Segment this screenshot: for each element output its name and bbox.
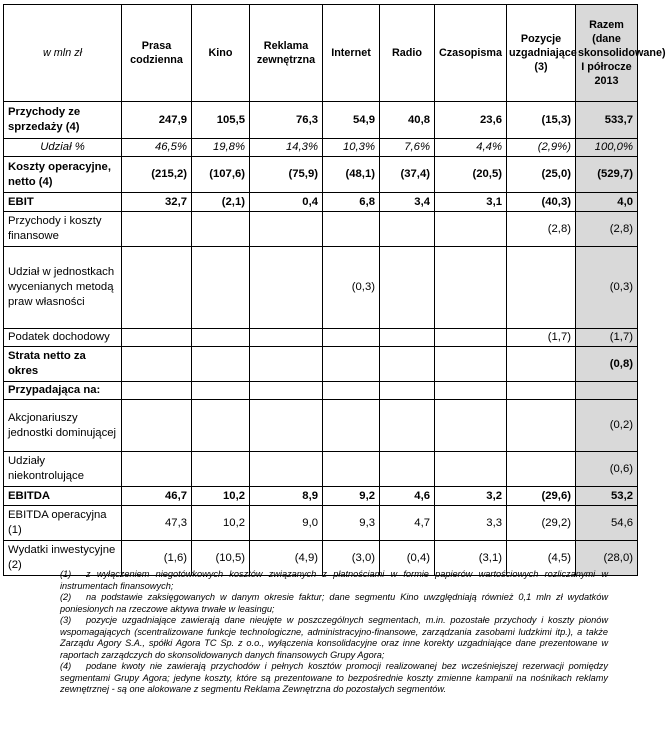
cell: [250, 400, 323, 452]
cell-total: (0,8): [576, 347, 638, 382]
cell: 76,3: [250, 102, 323, 139]
cell: 10,2: [192, 506, 250, 541]
cell: 3,4: [380, 193, 435, 212]
col-header: Pozycje uzgadniające (3): [507, 5, 576, 102]
cell: [435, 382, 507, 400]
footnote-text: na podstawie zaksięgowanych w danym okresie faktur; dane segmentu Kino uwzględniają również 0,1 mln zł wydatków poniesionych na rzeczowe aktywa trwałe w leasingu;: [60, 592, 608, 614]
cell: 19,8%: [192, 139, 250, 157]
cell: 4,6: [380, 487, 435, 506]
cell: 3,2: [435, 487, 507, 506]
col-header-total: Razem (dane skonsolidowane) I półrocze 2013: [576, 5, 638, 102]
row-label: Przychody i koszty finansowe: [4, 212, 122, 247]
cell: [507, 400, 576, 452]
cell: 47,3: [122, 506, 192, 541]
row-label: Udziały niekontrolujące: [4, 452, 122, 487]
cell: (0,4): [380, 541, 435, 576]
cell: [323, 347, 380, 382]
cell: [250, 347, 323, 382]
cell: (25,0): [507, 157, 576, 193]
cell-total: (529,7): [576, 157, 638, 193]
cell: [507, 382, 576, 400]
table-row: [4, 400, 638, 452]
footnote: [60, 592, 608, 615]
footnote-number: (3): [60, 615, 72, 625]
cell: 23,6: [435, 102, 507, 139]
footnotes: [60, 569, 608, 696]
footnote-text: podane kwoty nie zawierają przychodów i pełnych kosztów promocji realizowanej bez wcześniejszej rezerwacji pomiędzy segmentami Grupy Agora; jedyne koszty, które są prezentowane to bezpośrednie koszty zmienne kampanii na nośnikach reklamy zewnętrznej - są one alokowane z segmentu Reklama Zewnętrzna do pozostałych segmentów.: [60, 661, 608, 694]
cell-total: 54,6: [576, 506, 638, 541]
cell: [435, 452, 507, 487]
cell: [323, 329, 380, 347]
cell: (10,5): [192, 541, 250, 576]
cell: 32,7: [122, 193, 192, 212]
cell: [250, 452, 323, 487]
row-label: Akcjonariuszy jednostki dominującej: [4, 400, 122, 452]
cell: (2,1): [192, 193, 250, 212]
cell: [380, 452, 435, 487]
cell: [435, 247, 507, 329]
cell: 0,4: [250, 193, 323, 212]
row-label: Wydatki inwestycyjne (2): [4, 541, 122, 576]
cell: 105,5: [192, 102, 250, 139]
cell: (40,3): [507, 193, 576, 212]
cell: (2,9%): [507, 139, 576, 157]
cell: [323, 382, 380, 400]
cell: (0,3): [323, 247, 380, 329]
cell: [122, 329, 192, 347]
cell: [192, 400, 250, 452]
cell-total: (0,2): [576, 400, 638, 452]
cell: (75,9): [250, 157, 323, 193]
cell: [380, 382, 435, 400]
cell: (4,9): [250, 541, 323, 576]
col-header: Prasa codzienna: [122, 5, 192, 102]
table-row: [4, 329, 638, 347]
cell: 54,9: [323, 102, 380, 139]
cell: (1,7): [507, 329, 576, 347]
table-row: [4, 139, 638, 157]
cell: [250, 329, 323, 347]
cell-total: (0,3): [576, 247, 638, 329]
cell: (15,3): [507, 102, 576, 139]
cell-total: 533,7: [576, 102, 638, 139]
cell-total: [576, 382, 638, 400]
table-row: [4, 506, 638, 541]
cell: (29,6): [507, 487, 576, 506]
footnote: [60, 615, 608, 661]
cell: 3,3: [435, 506, 507, 541]
row-label: Przypadająca na:: [4, 382, 122, 400]
cell-total: (28,0): [576, 541, 638, 576]
row-label: EBIT: [4, 193, 122, 212]
cell: [435, 212, 507, 247]
cell: [323, 212, 380, 247]
cell: (48,1): [323, 157, 380, 193]
cell: [507, 452, 576, 487]
cell: [323, 400, 380, 452]
table-row: [4, 452, 638, 487]
cell-total: 53,2: [576, 487, 638, 506]
cell: [192, 452, 250, 487]
table-row: [4, 212, 638, 247]
row-label: Strata netto za okres: [4, 347, 122, 382]
cell-total: (0,6): [576, 452, 638, 487]
cell-total: (1,7): [576, 329, 638, 347]
cell: (37,4): [380, 157, 435, 193]
table-row: [4, 102, 638, 139]
table-row: [4, 347, 638, 382]
cell: [250, 247, 323, 329]
footnote-number: (1): [60, 569, 72, 579]
cell: [507, 247, 576, 329]
cell: (3,0): [323, 541, 380, 576]
cell: 247,9: [122, 102, 192, 139]
cell: 10,3%: [323, 139, 380, 157]
cell: (4,5): [507, 541, 576, 576]
cell-total: 100,0%: [576, 139, 638, 157]
table-row: [4, 247, 638, 329]
cell: 46,7: [122, 487, 192, 506]
cell: [435, 329, 507, 347]
footnote-text: z wyłączeniem niegotówkowych kosztów związanych z płatnościami w formie papierów wartościowych rozliczanymi w instrumentach finansowych;: [60, 569, 608, 591]
cell: [323, 452, 380, 487]
cell: (215,2): [122, 157, 192, 193]
row-label: Udział w jednostkach wycenianych metodą praw własności: [4, 247, 122, 329]
cell: (29,2): [507, 506, 576, 541]
cell: [250, 212, 323, 247]
cell: 40,8: [380, 102, 435, 139]
cell: [122, 452, 192, 487]
table-row: [4, 157, 638, 193]
cell: [380, 347, 435, 382]
cell: 9,0: [250, 506, 323, 541]
cell: [380, 400, 435, 452]
footnote-number: (2): [60, 592, 72, 602]
cell: [122, 382, 192, 400]
row-label: EBITDA operacyjna (1): [4, 506, 122, 541]
cell: (1,6): [122, 541, 192, 576]
cell: (2,8): [507, 212, 576, 247]
cell: [250, 382, 323, 400]
col-header: Czasopisma: [435, 5, 507, 102]
cell: 6,8: [323, 193, 380, 212]
cell: 3,1: [435, 193, 507, 212]
cell: [192, 247, 250, 329]
col-header: Reklama zewnętrzna: [250, 5, 323, 102]
cell-total: 4,0: [576, 193, 638, 212]
cell: 7,6%: [380, 139, 435, 157]
cell: 46,5%: [122, 139, 192, 157]
cell: [507, 347, 576, 382]
footnote-number: (4): [60, 661, 72, 671]
cell: 14,3%: [250, 139, 323, 157]
cell: [122, 247, 192, 329]
cell: 8,9: [250, 487, 323, 506]
cell: (107,6): [192, 157, 250, 193]
footnote: [60, 569, 608, 592]
col-header: Internet: [323, 5, 380, 102]
financial-table: [3, 4, 666, 576]
cell: 9,3: [323, 506, 380, 541]
unit-header: w mln zł: [4, 5, 122, 102]
cell: [122, 212, 192, 247]
cell: [380, 212, 435, 247]
cell-total: (2,8): [576, 212, 638, 247]
table-row: [4, 487, 638, 506]
row-label: Koszty operacyjne, netto (4): [4, 157, 122, 193]
cell: [192, 212, 250, 247]
cell: 4,7: [380, 506, 435, 541]
col-header: Kino: [192, 5, 250, 102]
cell: (20,5): [435, 157, 507, 193]
footnote: [60, 661, 608, 696]
footnote-text: pozycje uzgadniające zawierają dane nieujęte w poszczególnych segmentach, m.in. pozostałe przychody i koszty pionów wspomagających (scentralizowane funkcje technologiczne, administracyjno-finansowe, zarządzania zasobami ludzkimi itp.), a także Zarządu Agory S.A., spółki Agora TC Sp. z o.o., wyłączenia konsolidacyjne oraz inne korekty uzgadniające dane prezentowane w raportach zarządczych do skonsolidowanych danych finansowych Grupy Agora;: [60, 615, 608, 660]
header-row: [4, 5, 638, 102]
cell: [122, 347, 192, 382]
row-label: Podatek dochodowy: [4, 329, 122, 347]
cell: [192, 329, 250, 347]
cell: [435, 400, 507, 452]
row-label: EBITDA: [4, 487, 122, 506]
cell: [380, 247, 435, 329]
row-label: Udział %: [4, 139, 122, 157]
cell: (3,1): [435, 541, 507, 576]
cell: [435, 347, 507, 382]
table-row: [4, 193, 638, 212]
cell: [122, 400, 192, 452]
cell: [192, 347, 250, 382]
col-header: Radio: [380, 5, 435, 102]
cell: 4,4%: [435, 139, 507, 157]
cell: 10,2: [192, 487, 250, 506]
cell: 9,2: [323, 487, 380, 506]
cell: [380, 329, 435, 347]
table-row: [4, 382, 638, 400]
cell: [192, 382, 250, 400]
row-label: Przychody ze sprzedaży (4): [4, 102, 122, 139]
